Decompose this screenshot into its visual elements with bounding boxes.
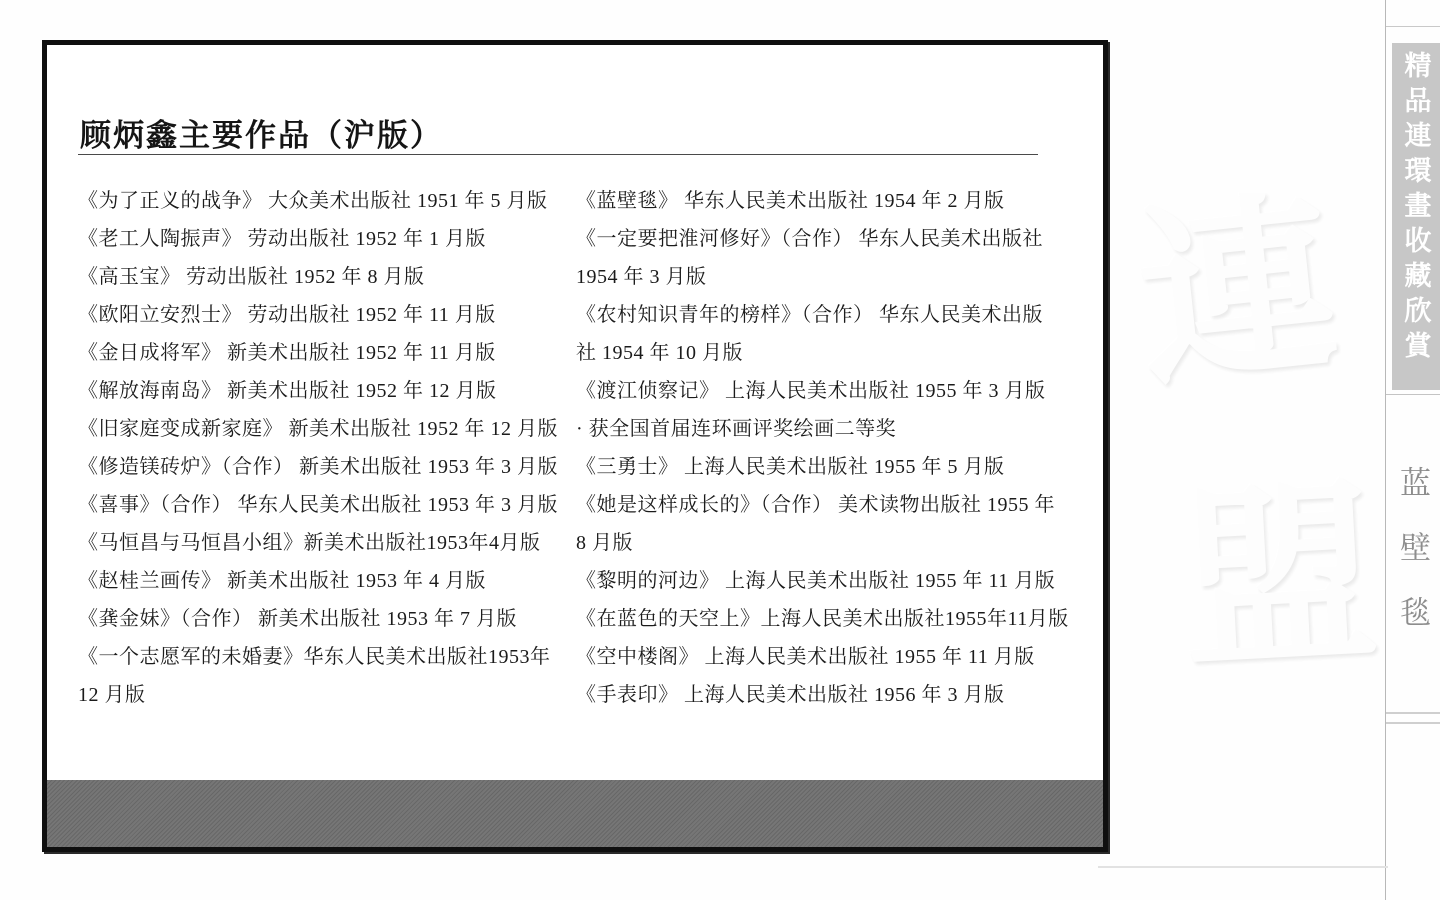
sidebar-double-rule-bottom xyxy=(1386,722,1440,724)
sidebar-top-rule xyxy=(1386,26,1440,27)
work-entry-line: 《欧阳立安烈士》 劳动出版社 1952 年 11 月版 xyxy=(78,304,496,326)
work-entry-line: 《一定要把淮河修好》（合作） 华东人民美术出版社 xyxy=(576,228,1043,250)
work-entry-line: 《高玉宝》 劳动出版社 1952 年 8 月版 xyxy=(78,266,425,288)
work-entry-line: 《解放海南岛》 新美术出版社 1952 年 12 月版 xyxy=(78,380,497,402)
work-entry-line: 《赵桂兰画传》 新美术出版社 1953 年 4 月版 xyxy=(78,570,486,592)
volume-title-vertical-text: 蓝壁毯 xyxy=(1395,466,1430,661)
sidebar-vertical-rule xyxy=(1385,0,1386,900)
work-entry-line: 12 月版 xyxy=(78,684,146,706)
work-entry-line: 《旧家庭变成新家庭》 新美术出版社 1952 年 12 月版 xyxy=(78,418,558,440)
watermark-character-lian: 連 xyxy=(1129,177,1346,413)
work-entry-line: 《她是这样成长的》（合作） 美术读物出版社 1955 年 xyxy=(576,494,1055,516)
work-entry-line: · 获全国首届连环画评奖绘画二等奖 xyxy=(576,418,897,440)
volume-title-container xyxy=(1390,466,1434,706)
work-entry-line: 《空中楼阁》 上海人民美术出版社 1955 年 11 月版 xyxy=(576,646,1035,668)
work-entry-line: 《蓝壁毯》 华东人民美术出版社 1954 年 2 月版 xyxy=(576,190,1005,212)
work-entry-line: 《为了正义的战争》 大众美术出版社 1951 年 5 月版 xyxy=(78,190,548,212)
work-entry-line: 《农村知识青年的榜样》（合作） 华东人民美术出版 xyxy=(576,304,1043,326)
page-title: 顾炳鑫主要作品（沪版） xyxy=(80,118,443,153)
work-entry-line: 《老工人陶振声》 劳动出版社 1952 年 1 月版 xyxy=(78,228,486,250)
work-entry-line: 《金日成将军》 新美术出版社 1952 年 11 月版 xyxy=(78,342,496,364)
work-entry-line: 《黎明的河边》 上海人民美术出版社 1955 年 11 月版 xyxy=(576,570,1056,592)
bottom-halftone-band xyxy=(47,780,1103,847)
work-entry-line: 8 月版 xyxy=(576,532,633,554)
work-entry-line: 《手表印》 上海人民美术出版社 1956 年 3 月版 xyxy=(576,684,1005,706)
scan-shadow-line xyxy=(1098,866,1388,868)
works-list-right-column xyxy=(576,182,1069,714)
watermark-character-meng: 盟 xyxy=(1176,466,1383,692)
title-underline xyxy=(78,154,1038,155)
works-list-left-column xyxy=(78,182,564,714)
work-entry-line: 《三勇士》 上海人民美术出版社 1955 年 5 月版 xyxy=(576,456,1005,478)
work-entry-line: 《修造镁砖炉》（合作） 新美术出版社 1953 年 3 月版 xyxy=(78,456,558,478)
work-entry-line: 《龚金妹》（合作） 新美术出版社 1953 年 7 月版 xyxy=(78,608,517,630)
sidebar-mid-rule xyxy=(1386,394,1440,395)
work-entry-line: 《一个志愿军的未婚妻》华东人民美术出版社1953年 xyxy=(78,646,551,668)
sidebar-series-band xyxy=(1392,43,1440,390)
work-entry-line: 《在蓝色的天空上》上海人民美术出版社1955年11月版 xyxy=(576,608,1069,630)
work-entry-line: 《渡江侦察记》 上海人民美术出版社 1955 年 3 月版 xyxy=(576,380,1046,402)
work-entry-line: 《马恒昌与马恒昌小组》新美术出版社1953年4月版 xyxy=(78,532,541,554)
work-entry-line: 社 1954 年 10 月版 xyxy=(576,342,743,364)
sidebar-double-rule-top xyxy=(1386,712,1440,714)
series-title-vertical-text: 精品連環畫收藏欣賞 xyxy=(1400,51,1431,366)
work-entry-line: 1954 年 3 月版 xyxy=(576,266,707,288)
work-entry-line: 《喜事》（合作） 华东人民美术出版社 1953 年 3 月版 xyxy=(78,494,558,516)
